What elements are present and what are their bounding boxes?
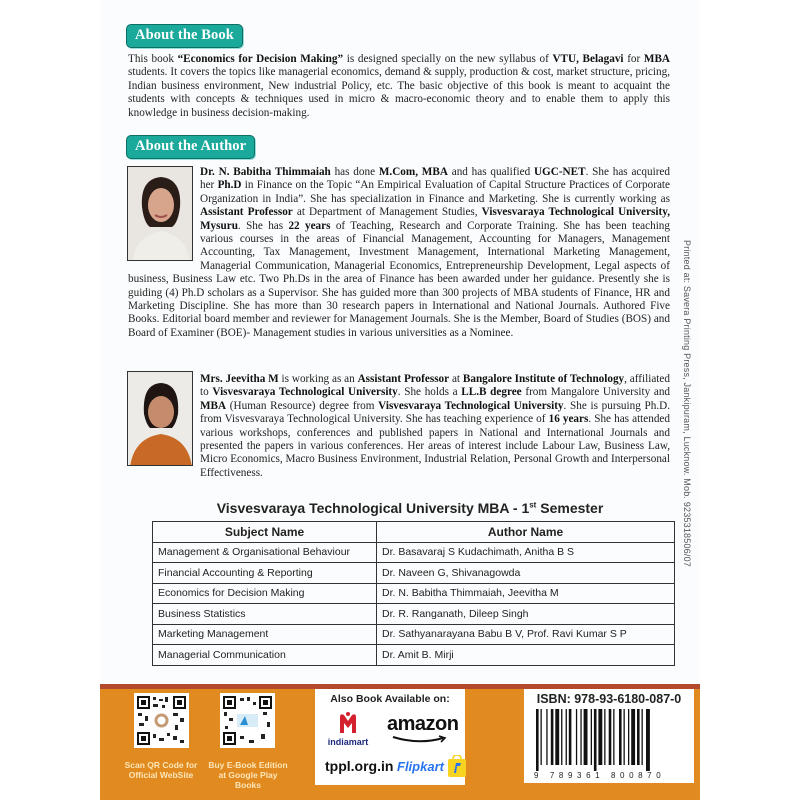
author-bio-jeevitha: Mrs. Jeevitha M is working as an Assistant Professor at Bangalore Institute of Technology, affiliated to Visvesvaraya Technological University. She holds a LL.B degree from Mangalore University and MBA (Human Resource) degree from Visvesvaraya Technological University. She is pursuing Ph.D. from Visvesvaraya Technological University. She has teaching experience of 16 years. She has attended various workshops, conferences and published papers in National and International Journals and presented the papers in various conferences. Her areas of interest include Labour Law, Business Law, Micro Economics, Macro Business Environment, Industrial Relation, Personal Growth and Interpersonal Effectiveness. [200, 373, 671, 479]
table-header-row [153, 522, 675, 543]
subject-cell: Financial Accounting & Reporting [153, 563, 377, 584]
syllabus-table [152, 521, 675, 666]
about-author-heading: About the Author [126, 135, 255, 159]
table-row [153, 645, 675, 666]
qr-code-icon [223, 696, 272, 745]
table-row [153, 624, 675, 645]
tppl-website-link[interactable]: tppl.org.in [325, 758, 394, 774]
header-subject: Subject Name [153, 522, 377, 543]
author-cell: Dr. N. Babitha Thimmaiah, Jeevitha M [377, 583, 675, 604]
barcode-icon [534, 709, 684, 771]
author-cell: Dr. Naveen G, Shivanagowda [377, 563, 675, 584]
isbn-barcode-box [524, 689, 694, 783]
flipkart-logo[interactable]: Flipkart [397, 755, 466, 777]
amazon-smile-icon [391, 735, 451, 743]
subject-cell: Management & Organisational Behaviour [153, 542, 377, 563]
store-availability-box [315, 689, 465, 785]
about-book-heading: About the Book [126, 24, 243, 48]
author-bio-babitha: Dr. N. Babitha Thimmaiah has done M.Com, MBA and has qualified UGC-NET. She has acquired her Ph.D in Finance on the Topic “An Empirical Evaluation of Capital Structure Practices of Corporate Organization in India”. She has specialization in Finance and Marketing. She is currently working as Assistant Professor at Department of Management Studies, Visvesvaraya Technological University, Mysuru. She has 22 years of Teaching, Research and Corporate Training. She has been teaching various courses in the areas of Financial Management, Accounting for Managers, Management Accounting, Tax Management, Investment Management, International Marketing Management, Managerial Communication, Managerial Economics, Entrepreneurship Development, Legal aspects of business, Business Law etc. Two Ph.Ds in the area of Finance has been awarded under her guidance. Presently she is guiding (4) Ph.D scholars as a Supervisor. She has guided more than 300 projects of MBA students of Finance, HR and Marketing Discipline. She has more than 30 research papers in International and National Journals. Authored Five Books. Editorial board member and reviewer for Management Journals. She is the Member, Board of Studies (BOS) and Board of Examiner (BOE)- Management studies in various universities as a Nominee. [128, 166, 670, 339]
table-row [153, 563, 675, 584]
header-author: Author Name [377, 522, 675, 543]
author-cell: Dr. Sathyanarayana Babu B V, Prof. Ravi Kumar S P [377, 624, 675, 645]
indiamart-logo[interactable]: indiamart [325, 711, 371, 747]
table-row [153, 604, 675, 625]
about-book-text: This book “Economics for Decision Making” is designed specially on the new syllabus of VTU, Belagavi for MBA students. It covers the topics like managerial economics, demand & supply, production & cost, market structure, pricing, Indian business environment, New industrial Policy, etc. The basic objective of this book is meant to acquaint the students with concepts & techniques used in micro & macro-economic theory and to enable them to apply this knowledge in business decision-making. [128, 53, 671, 119]
qr-ebook-caption: Buy E-Book Edition at Google Play Books [208, 760, 288, 790]
syllabus-table-title: Visvesvaraya Technological University MBA - 1st Semester [216, 500, 604, 516]
author-cell: Dr. Amit B. Mirji [377, 645, 675, 666]
qr-code-icon [137, 696, 186, 745]
table-row [153, 542, 675, 563]
available-heading: Also Book Available on: [330, 693, 450, 705]
printer-note: Printed at: Savera Printing Press, Jankipuram, Lucknow. Mob. 9235318506/07 [682, 240, 692, 567]
qr-code-ebook[interactable] [220, 693, 275, 748]
table-row [153, 583, 675, 604]
qr-website-caption: Scan QR Code for Official WebSite [124, 760, 198, 780]
flipkart-bag-icon [448, 755, 466, 777]
author-cell: Dr. Basavaraj S Kudachimath, Anitha B S [377, 542, 675, 563]
author-cell: Dr. R. Ranganath, Dileep Singh [377, 604, 675, 625]
isbn-label: ISBN: 978-93-6180-087-0 [536, 692, 682, 706]
qr-code-website[interactable] [134, 693, 189, 748]
barcode-digits: 9 789361 800870 [534, 771, 666, 780]
subject-cell: Marketing Management [153, 624, 377, 645]
subject-cell: Managerial Communication [153, 645, 377, 666]
subject-cell: Business Statistics [153, 604, 377, 625]
subject-cell: Economics for Decision Making [153, 583, 377, 604]
amazon-logo[interactable]: amazon [387, 713, 458, 736]
indiamart-icon [337, 711, 359, 735]
